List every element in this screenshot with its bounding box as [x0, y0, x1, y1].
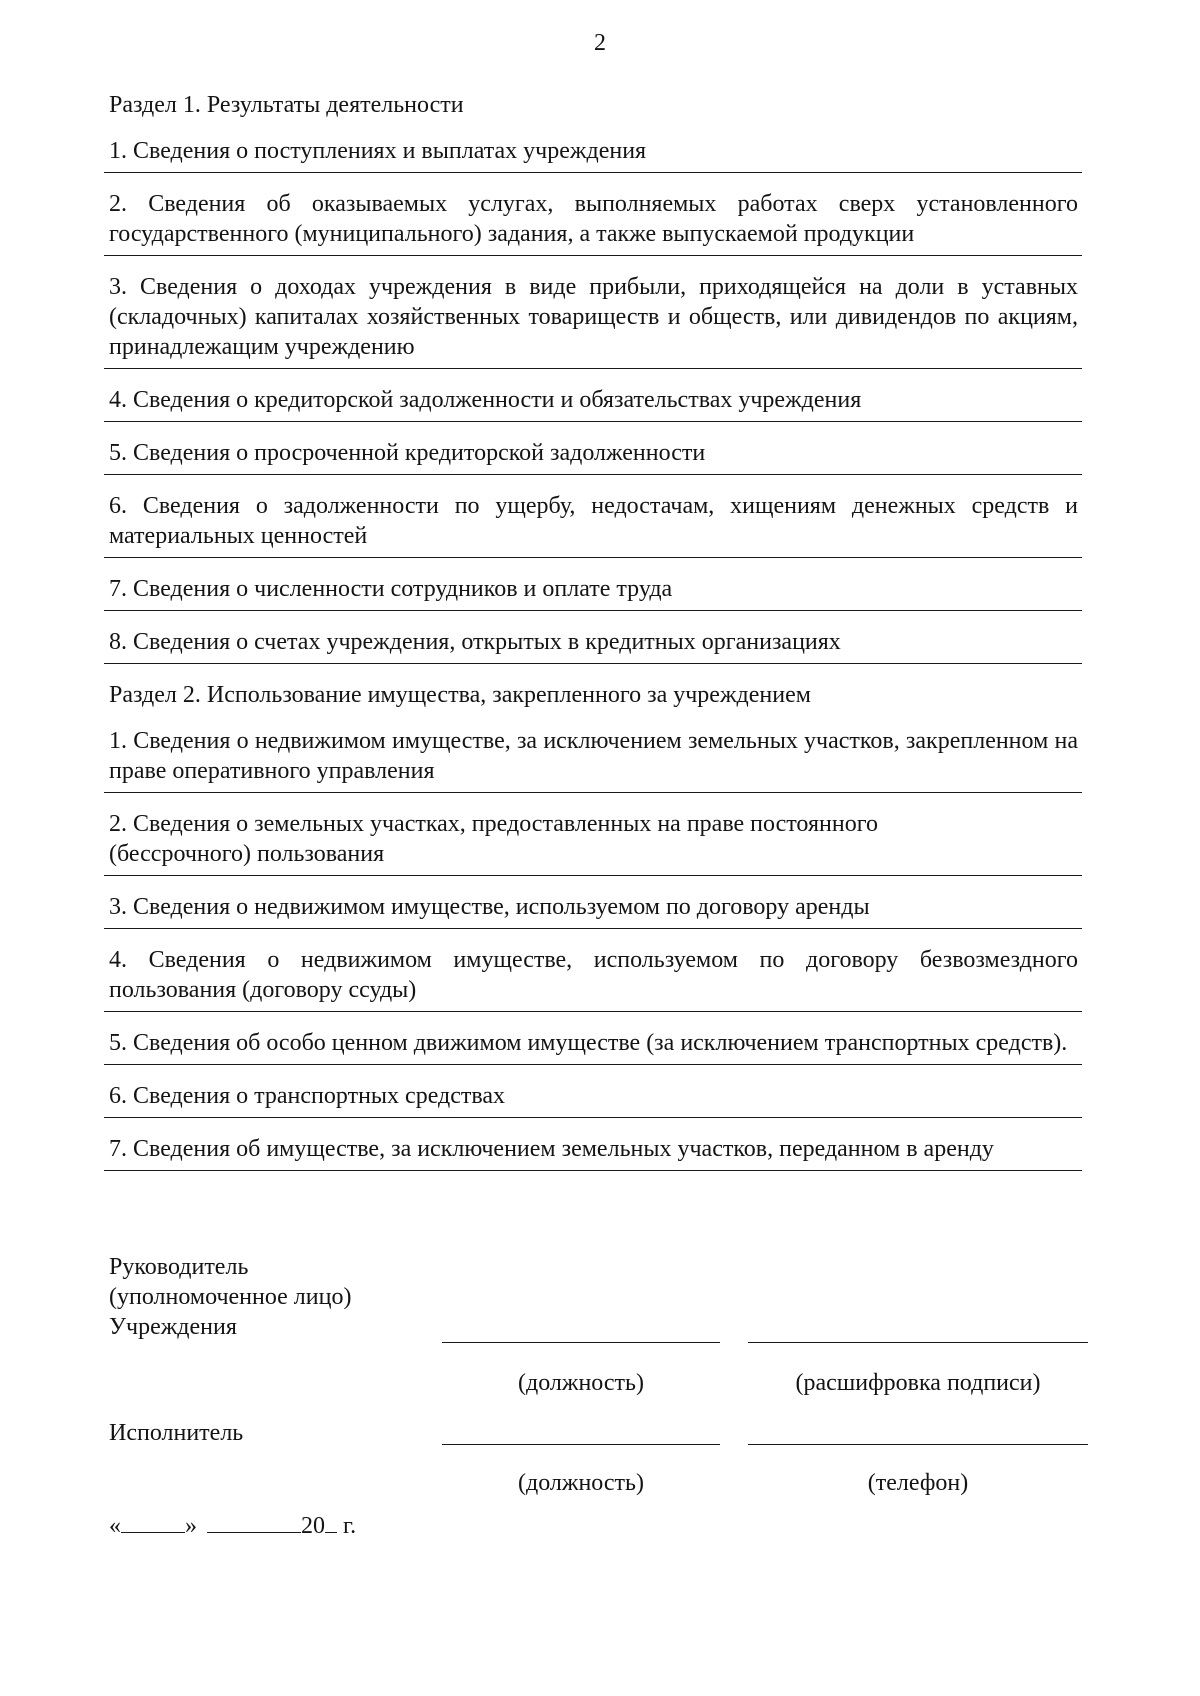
head-decoding-caption: (расшифровка подписи)	[795, 1370, 1041, 1396]
head-position-field[interactable]	[442, 1342, 720, 1343]
section-1-item: 5. Сведения о просроченной кредиторской задолженности	[104, 438, 1082, 475]
section-1-item: 4. Сведения о кредиторской задолженности и обязательствах учреждения	[104, 385, 1082, 422]
head-position-caption: (должность)	[518, 1370, 644, 1396]
head-title-line: Руководитель	[109, 1254, 249, 1280]
head-signature-decoding-field[interactable]	[748, 1342, 1088, 1343]
section-1-item: 2. Сведения об оказываемых услугах, выполняемых работах сверх установленного государственного (муниципального) задания, а также выпускаемой продукции	[104, 189, 1082, 256]
executor-position-caption: (должность)	[518, 1470, 644, 1496]
executor-label: Исполнитель	[109, 1420, 244, 1446]
section-2-item: 6. Сведения о транспортных средствах	[104, 1081, 1082, 1118]
section-2-item: 3. Сведения о недвижимом имуществе, используемом по договору аренды	[104, 892, 1082, 929]
head-title-line: Учреждения	[109, 1314, 237, 1340]
section-1-item: 8. Сведения о счетах учреждения, открытых в кредитных организациях	[104, 627, 1082, 664]
executor-phone-field[interactable]	[748, 1444, 1088, 1445]
date-year-suffix: г.	[337, 1513, 357, 1539]
executor-phone-caption: (телефон)	[867, 1470, 969, 1496]
date-year-prefix: 20	[301, 1513, 325, 1539]
date-day-blank[interactable]	[121, 1512, 185, 1533]
section-1-item: 1. Сведения о поступлениях и выплатах учреждения	[104, 136, 1082, 173]
section-2-item: 7. Сведения об имуществе, за исключением земельных участков, переданном в аренду	[104, 1134, 1082, 1171]
section-1-item: 3. Сведения о доходах учреждения в виде прибыли, приходящейся на доли в уставных (складочных) капиталах хозяйственных товариществ и обществ, или дивидендов по акциям, принадлежащим учреждению	[104, 272, 1082, 369]
executor-position-field[interactable]	[442, 1444, 720, 1445]
section-2-item: 2. Сведения о земельных участках, предоставленных на праве постоянного (бессрочного) пользования	[104, 809, 1082, 876]
section-2-item: 1. Сведения о недвижимом имуществе, за исключением земельных участков, закрепленном на праве оперативного управления	[104, 726, 1082, 793]
date-year-blank[interactable]	[325, 1512, 337, 1533]
section-1-item: 7. Сведения о численности сотрудников и оплате труда	[104, 574, 1082, 611]
page-number: 2	[594, 30, 606, 56]
document-body	[104, 90, 1082, 1187]
section-1-item: 6. Сведения о задолженности по ущербу, недостачам, хищениям денежных средств и материальных ценностей	[104, 491, 1082, 558]
section-2-item: 4. Сведения о недвижимом имуществе, используемом по договору безвозмездного пользования (договору ссуды)	[104, 945, 1082, 1012]
section-2-title: Раздел 2. Использование имущества, закрепленного за учреждением	[109, 682, 811, 708]
date-close-quote: »	[185, 1513, 197, 1539]
date-field	[109, 1512, 356, 1540]
head-title-line: (уполномоченное лицо)	[109, 1284, 352, 1310]
date-open-quote: «	[109, 1513, 121, 1539]
section-1-title: Раздел 1. Результаты деятельности	[109, 92, 464, 118]
head-signature-label	[109, 1252, 351, 1342]
date-month-blank[interactable]	[207, 1512, 301, 1533]
section-2-item: 5. Сведения об особо ценном движимом имуществе (за исключением транспортных средств).	[104, 1028, 1082, 1065]
